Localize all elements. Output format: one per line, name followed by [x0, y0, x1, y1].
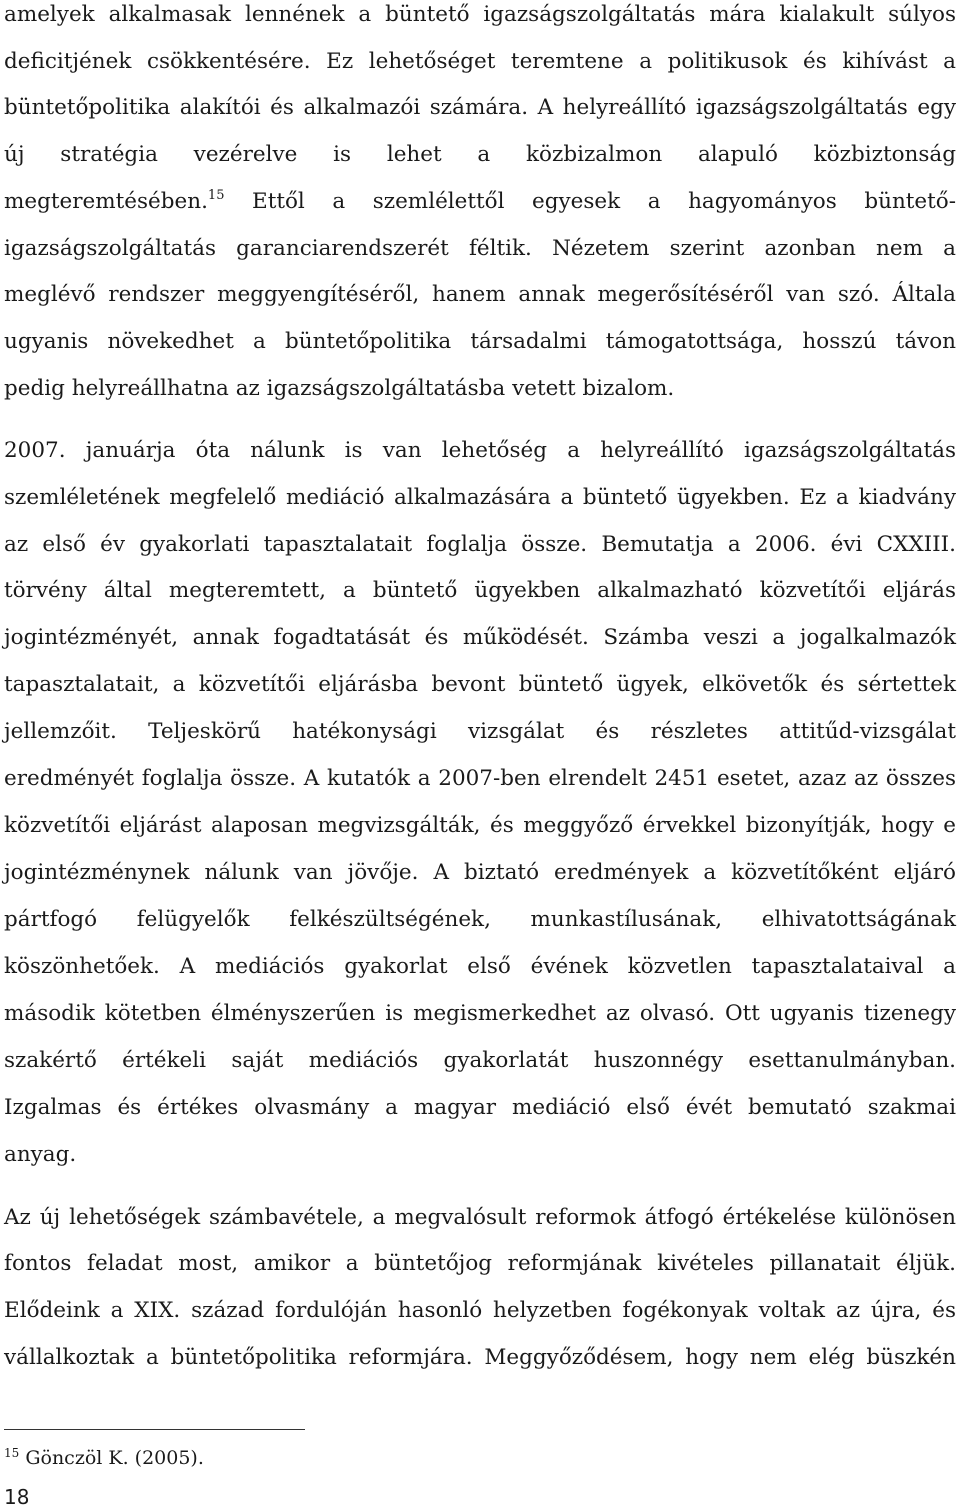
text-span: Ettől a szemlélettől egyesek a hagyományos büntető- — [224, 189, 956, 214]
text-line: pártfogó felügyelők felkészültségének, munkastílusának, elhivatottságának — [4, 907, 956, 932]
text-line: büntetőpolitika alakítói és alkalmazói számára. A helyreállító igazságszolgáltatás egy — [4, 95, 956, 120]
text-line: Elődeink a XIX. század fordulóján hasonló helyzetben fogékonyak voltak az újra, és — [4, 1298, 956, 1323]
text-line: törvény által megteremtett, a büntető ügyekben alkalmazható közvetítői eljárás — [4, 578, 956, 603]
text-line: amelyek alkalmasak lennének a büntető igazságszolgáltatás mára kialakult súlyos — [4, 2, 956, 27]
text-line: jogintézményét, annak fogadtatását és működését. Számba veszi a jogalkalmazók — [4, 625, 956, 650]
text-line: második kötetben élményszerűen is megismerkedhet az olvasó. Ott ugyanis tizenegy — [4, 1001, 956, 1026]
footnote-reference: 15 — [207, 188, 225, 203]
text-line: köszönhetőek. A mediációs gyakorlat első évének közvetlen tapasztalataival a — [4, 954, 956, 979]
text-line: vállalkoztak a büntetőpolitika reformjára. Meggyőződésem, hogy nem elég büszkén — [4, 1345, 956, 1370]
footnote-text: Gönczöl K. (2005). — [19, 1447, 204, 1469]
text-line: 2007. januárja óta nálunk is van lehetőség a helyreállító igazságszolgáltatás — [4, 438, 956, 463]
text-line: anyag. — [4, 1142, 77, 1167]
page-number: 18 — [4, 1485, 30, 1509]
footnote-separator — [4, 1429, 305, 1430]
text-line — [4, 187, 956, 217]
text-line: közvetítői eljárást alaposan megvizsgálták, és meggyőző érvekkel bizonyítják, hogy e — [4, 813, 956, 838]
text-line: fontos feladat most, amikor a büntetőjog reformjának kivételes pillanatait éljük. — [4, 1251, 956, 1276]
text-line: meglévő rendszer meggyengítéséről, hanem annak megerősítéséről van szó. Általa — [4, 282, 956, 307]
text-line: jellemzőit. Teljeskörű hatékonysági vizsgálat és részletes attitűd-vizsgálat — [4, 719, 956, 744]
text-line: deficitjének csökkentésére. Ez lehetőséget teremtene a politikusok és kihívást a — [4, 49, 956, 74]
text-line: új stratégia vezérelve is lehet a közbizalmon alapuló közbiztonság — [4, 142, 956, 167]
text-span: megteremtésében. — [4, 189, 208, 214]
text-line: Izgalmas és értékes olvasmány a magyar mediáció első évét bemutató szakmai — [4, 1095, 956, 1120]
text-line: Az új lehetőségek számbavétele, a megvalósult reformok átfogó értékelése különösen — [4, 1205, 956, 1230]
text-line: szemléletének megfelelő mediáció alkalmazására a büntető ügyekben. Ez a kiadvány — [4, 485, 956, 510]
text-line: szakértő értékeli saját mediációs gyakorlatát huszonnégy esettanulmányban. — [4, 1048, 956, 1073]
text-line: pedig helyreállhatna az igazságszolgáltatásba vetett bizalom. — [4, 376, 675, 401]
text-line: jogintézménynek nálunk van jövője. A biztató eredmények a közvetítőként eljáró — [4, 860, 956, 885]
text-line: ugyanis növekedhet a büntetőpolitika társadalmi támogatottsága, hosszú távon — [4, 329, 956, 354]
footnote-marker: 15 — [4, 1446, 20, 1460]
text-line: az első év gyakorlati tapasztalatait foglalja össze. Bemutatja a 2006. évi CXXIII. — [4, 532, 956, 557]
text-line: eredményét foglalja össze. A kutatók a 2007-ben elrendelt 2451 esetet, azaz az összes — [4, 766, 956, 791]
text-line: igazságszolgáltatás garanciarendszerét féltik. Nézetem szerint azonban nem a — [4, 236, 956, 261]
footnote — [4, 1446, 204, 1470]
text-line: tapasztalatait, a közvetítői eljárásba bevont büntető ügyek, elkövetők és sértettek — [4, 672, 956, 697]
